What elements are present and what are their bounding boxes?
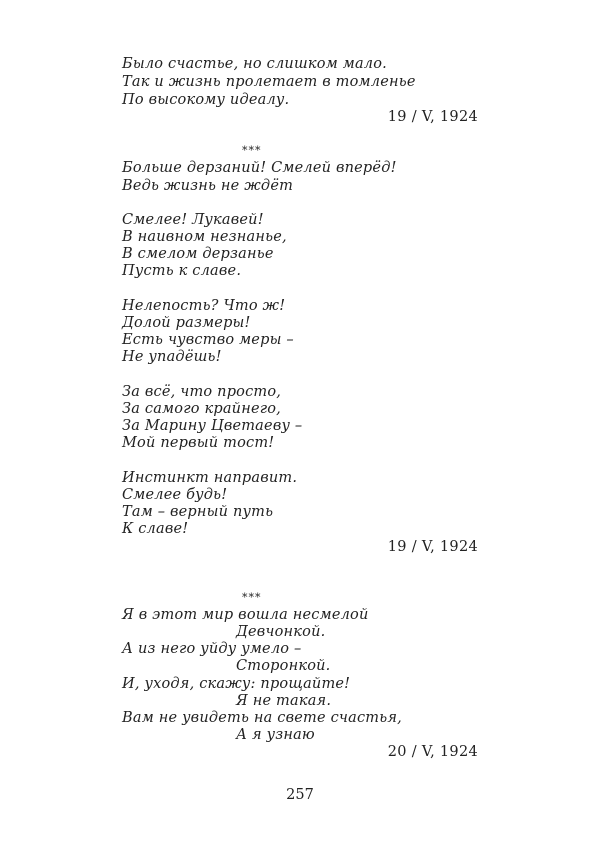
poem2-line: Мой первый тост! bbox=[122, 435, 275, 451]
poem2-line: Смелее будь! bbox=[122, 487, 228, 503]
poem2-line: Не упадёшь! bbox=[122, 349, 222, 365]
poem2-line: Есть чувство меры – bbox=[122, 332, 294, 348]
page-number: 257 bbox=[286, 787, 314, 803]
poem3-line: Сторонкой. bbox=[236, 658, 331, 674]
poem2-date: 19 / V, 1924 bbox=[387, 539, 478, 555]
poem3-line: Девчонкой. bbox=[236, 624, 326, 640]
poem3-date: 20 / V, 1924 bbox=[387, 744, 478, 760]
poem3-line: Вам не увидеть на свете счастья, bbox=[122, 710, 402, 726]
poem2-line: Долой размеры! bbox=[122, 315, 251, 331]
poem1-date: 19 / V, 1924 bbox=[387, 109, 478, 125]
poem3-line: А я узнаю bbox=[236, 727, 315, 743]
poem2-line: К славе! bbox=[122, 521, 189, 537]
poem2-line: Пусть к славе. bbox=[122, 263, 242, 279]
poem2-line: За Марину Цветаеву – bbox=[122, 418, 303, 434]
poem1-line: Так и жизнь пролетает в томленье bbox=[122, 74, 416, 90]
poem2-line: Ведь жизнь не ждёт bbox=[122, 178, 294, 194]
poem3-separator: *** bbox=[242, 591, 262, 604]
poem2-line: Инстинкт направит. bbox=[122, 470, 298, 486]
poem2-line: Смелее! Лукавей! bbox=[122, 212, 264, 228]
poem2-line: Там – верный путь bbox=[122, 504, 274, 520]
poem3-line: И, уходя, скажу: прощайте! bbox=[122, 676, 351, 692]
poem3-line: Я не такая. bbox=[236, 693, 332, 709]
poem2-line: За самого крайнего, bbox=[122, 401, 281, 417]
poem3-line: А из него уйду умело – bbox=[122, 641, 302, 657]
poem2-separator: *** bbox=[242, 144, 262, 157]
poem1-line: Было счастье, но слишком мало. bbox=[122, 56, 387, 72]
poem3-line: Я в этот мир вошла несмелой bbox=[122, 607, 369, 623]
poem2-line: Больше дерзаний! Смелей вперёд! bbox=[122, 160, 397, 176]
poem2-line: Нелепость? Что ж! bbox=[122, 298, 286, 314]
poem1-line: По высокому идеалу. bbox=[122, 92, 290, 108]
poem2-line: В смелом дерзанье bbox=[122, 246, 274, 262]
poem2-line: В наивном незнанье, bbox=[122, 229, 287, 245]
poem2-line: За всё, что просто, bbox=[122, 384, 282, 400]
